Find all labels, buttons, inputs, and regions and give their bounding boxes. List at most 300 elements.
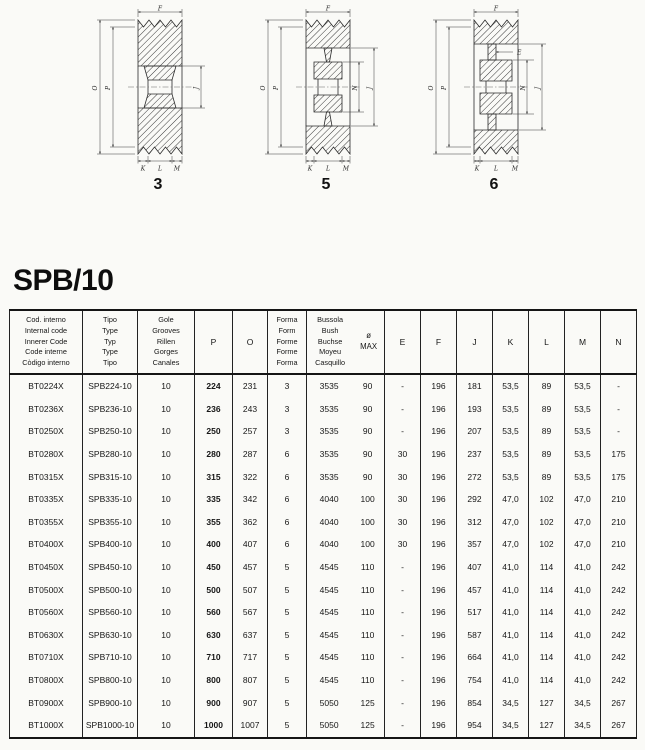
cell-internal-code: BT0250X — [10, 420, 83, 443]
bush-size: 4545 — [319, 584, 339, 595]
header-line: Gorges — [154, 347, 178, 357]
bore-max-value: 110 — [360, 629, 375, 640]
bush-values — [307, 675, 384, 685]
cell-n: 210 — [601, 511, 637, 534]
bore-max-value: 90 — [362, 403, 373, 414]
cell-f: 196 — [421, 398, 457, 421]
bush-size: 3535 — [319, 471, 339, 482]
cell-f: 196 — [421, 578, 457, 601]
pulley-diagrams — [0, 0, 645, 250]
dim-label-f: F — [157, 5, 163, 13]
cell-e: - — [385, 691, 421, 714]
dim-label-l: L — [494, 165, 498, 173]
header-line: Internal code — [24, 325, 68, 335]
table-row — [10, 624, 637, 647]
cell-bush — [307, 398, 385, 421]
cell-n: 242 — [601, 669, 637, 692]
pulley-cross-section-form-6 — [424, 4, 564, 174]
table-row — [10, 669, 637, 692]
bush-size: 3535 — [319, 403, 339, 414]
cell-p: 1000 — [195, 714, 233, 738]
table-row — [10, 443, 637, 466]
cell-grooves: 10 — [138, 624, 195, 647]
dim-label-l: L — [326, 165, 330, 173]
cell-p: 560 — [195, 601, 233, 624]
bush-size: 4545 — [319, 652, 339, 663]
cell-p: 800 — [195, 669, 233, 692]
cell-k: 41,0 — [493, 669, 529, 692]
bush-values — [307, 404, 384, 414]
cell-m: 34,5 — [565, 714, 601, 738]
dim-label-f: F — [325, 5, 331, 13]
cell-n: 210 — [601, 488, 637, 511]
cell-f: 196 — [421, 443, 457, 466]
header-line: Cod. interno — [26, 314, 66, 324]
col-header-type — [83, 310, 138, 374]
cell-bush — [307, 374, 385, 398]
cell-l: 102 — [529, 511, 565, 534]
cell-internal-code: BT0630X — [10, 624, 83, 647]
cell-m: 41,0 — [565, 669, 601, 692]
header-line: Forme — [276, 347, 298, 357]
header-line: Forme — [276, 336, 298, 346]
table-row — [10, 578, 637, 601]
cell-o: 457 — [233, 556, 268, 579]
header-line: Type — [102, 347, 118, 357]
cell-m: 34,5 — [565, 691, 601, 714]
pulley-cross-section-form-3 — [88, 4, 228, 174]
cell-e: - — [385, 398, 421, 421]
cell-bush — [307, 714, 385, 738]
header-line: Casquillo — [315, 358, 346, 368]
cell-p: 450 — [195, 556, 233, 579]
cell-grooves: 10 — [138, 443, 195, 466]
cell-j: 407 — [457, 556, 493, 579]
cell-l: 89 — [529, 374, 565, 398]
cell-m: 53,5 — [565, 398, 601, 421]
dim-label-p: P — [105, 85, 112, 91]
dim-label-n: N — [520, 85, 527, 91]
bush-size: 3535 — [319, 426, 339, 437]
max-label: MAX — [360, 342, 378, 351]
cell-form: 6 — [268, 443, 307, 466]
table-row — [10, 691, 637, 714]
cell-e: 30 — [385, 443, 421, 466]
header-line: Innerer Code — [24, 336, 68, 346]
cell-k: 41,0 — [493, 556, 529, 579]
cell-n: 175 — [601, 465, 637, 488]
cell-internal-code: BT0280X — [10, 443, 83, 466]
cell-n: 242 — [601, 578, 637, 601]
cell-k: 41,0 — [493, 578, 529, 601]
cell-bush — [307, 420, 385, 443]
cell-e: 30 — [385, 511, 421, 534]
cell-l: 127 — [529, 691, 565, 714]
bush-size: 5050 — [319, 720, 339, 731]
cell-f: 196 — [421, 488, 457, 511]
header-line: Bush — [321, 325, 339, 335]
cell-e: - — [385, 556, 421, 579]
dim-label-o: O — [428, 85, 435, 91]
cell-form: 5 — [268, 578, 307, 601]
header-line: Bussola — [317, 314, 344, 324]
cell-j: 754 — [457, 669, 493, 692]
cell-e: - — [385, 624, 421, 647]
bush-values — [307, 562, 384, 572]
cell-n: 267 — [601, 714, 637, 738]
cell-m: 53,5 — [565, 443, 601, 466]
cell-n: 175 — [601, 443, 637, 466]
cell-p: 335 — [195, 488, 233, 511]
bush-values — [307, 494, 384, 504]
bore-max-value: 125 — [360, 697, 375, 708]
cell-internal-code: BT0236X — [10, 398, 83, 421]
cell-type: SPB335-10 — [83, 488, 138, 511]
dim-label-m: M — [342, 165, 350, 173]
bush-values — [307, 381, 384, 391]
cell-form: 3 — [268, 398, 307, 421]
cell-e: - — [385, 669, 421, 692]
dim-label-j: J — [366, 86, 374, 90]
cell-grooves: 10 — [138, 420, 195, 443]
cell-n: 242 — [601, 556, 637, 579]
cell-type: SPB1000-10 — [83, 714, 138, 738]
cell-type: SPB280-10 — [83, 443, 138, 466]
bush-size: 4040 — [319, 539, 339, 550]
header-line: Rillen — [156, 336, 176, 346]
header-line: Code interne — [25, 347, 67, 357]
col-header-p: P — [195, 310, 233, 374]
cell-l: 89 — [529, 465, 565, 488]
cell-f: 196 — [421, 533, 457, 556]
bush-values — [307, 698, 384, 708]
table-row — [10, 646, 637, 669]
cell-m: 53,5 — [565, 465, 601, 488]
cell-o: 507 — [233, 578, 268, 601]
bush-size: 4545 — [319, 675, 339, 686]
cell-o: 231 — [233, 374, 268, 398]
dim-label-o: O — [260, 85, 267, 91]
cell-f: 196 — [421, 691, 457, 714]
col-header-e: E — [385, 310, 421, 374]
bore-max-value: 110 — [360, 562, 375, 573]
cell-n: 242 — [601, 601, 637, 624]
cell-form: 6 — [268, 533, 307, 556]
bush-names — [307, 315, 353, 370]
cell-j: 292 — [457, 488, 493, 511]
cell-grooves: 10 — [138, 511, 195, 534]
cell-type: SPB710-10 — [83, 646, 138, 669]
header-line: Gole — [158, 314, 174, 324]
bush-size: 4545 — [319, 607, 339, 618]
header-line: Form — [278, 325, 296, 335]
cell-o: 637 — [233, 624, 268, 647]
cell-e: - — [385, 374, 421, 398]
cell-p: 315 — [195, 465, 233, 488]
cell-type: SPB800-10 — [83, 669, 138, 692]
cell-k: 34,5 — [493, 691, 529, 714]
page-title: SPB/10 — [13, 264, 114, 297]
table-row — [10, 398, 637, 421]
cell-p: 400 — [195, 533, 233, 556]
cell-m: 41,0 — [565, 556, 601, 579]
cell-type: SPB500-10 — [83, 578, 138, 601]
form-6-label: 6 — [489, 176, 499, 193]
bore-max-value: 110 — [360, 652, 375, 663]
dim-label-m: M — [511, 165, 519, 173]
bush-values — [307, 472, 384, 482]
bore-max-value: 110 — [360, 675, 375, 686]
cell-f: 196 — [421, 511, 457, 534]
cell-type: SPB560-10 — [83, 601, 138, 624]
cell-type: SPB400-10 — [83, 533, 138, 556]
table-row — [10, 465, 637, 488]
cell-k: 41,0 — [493, 624, 529, 647]
cell-e: 30 — [385, 488, 421, 511]
header-line: Forma — [276, 314, 298, 324]
cell-grooves: 10 — [138, 398, 195, 421]
cell-f: 196 — [421, 669, 457, 692]
cell-e: - — [385, 646, 421, 669]
col-header-k: K — [493, 310, 529, 374]
cell-o: 287 — [233, 443, 268, 466]
cell-n: - — [601, 420, 637, 443]
cell-e: 30 — [385, 465, 421, 488]
cell-j: 207 — [457, 420, 493, 443]
cell-bush — [307, 556, 385, 579]
cell-n: 210 — [601, 533, 637, 556]
cell-l: 114 — [529, 624, 565, 647]
dim-label-m: M — [173, 165, 181, 173]
cell-o: 257 — [233, 420, 268, 443]
cell-internal-code: BT0710X — [10, 646, 83, 669]
cell-grooves: 10 — [138, 488, 195, 511]
cell-type: SPB900-10 — [83, 691, 138, 714]
bore-max-value: 100 — [360, 494, 375, 505]
cell-l: 114 — [529, 601, 565, 624]
bush-size: 3535 — [319, 381, 339, 392]
cell-bush — [307, 511, 385, 534]
bush-size: 3535 — [319, 449, 339, 460]
cell-type: SPB355-10 — [83, 511, 138, 534]
bush-values — [307, 539, 384, 549]
col-header-grooves — [138, 310, 195, 374]
col-header-form — [268, 310, 307, 374]
cell-form: 5 — [268, 624, 307, 647]
cell-k: 41,0 — [493, 646, 529, 669]
cell-k: 34,5 — [493, 714, 529, 738]
cell-grooves: 10 — [138, 556, 195, 579]
cell-o: 567 — [233, 601, 268, 624]
cell-type: SPB450-10 — [83, 556, 138, 579]
cell-n: - — [601, 398, 637, 421]
cell-internal-code: BT0450X — [10, 556, 83, 579]
dim-label-e: E — [517, 49, 522, 57]
cell-o: 342 — [233, 488, 268, 511]
bush-values — [307, 652, 384, 662]
col-header-l: L — [529, 310, 565, 374]
cell-n: - — [601, 374, 637, 398]
table-row — [10, 488, 637, 511]
cell-j: 854 — [457, 691, 493, 714]
cell-grooves: 10 — [138, 669, 195, 692]
cell-form: 5 — [268, 714, 307, 738]
table-row — [10, 601, 637, 624]
bore-max-value: 90 — [362, 426, 373, 437]
bore-max-value: 110 — [360, 584, 375, 595]
dim-label-p: P — [441, 85, 448, 91]
cell-o: 322 — [233, 465, 268, 488]
cell-l: 114 — [529, 556, 565, 579]
table-row — [10, 556, 637, 579]
bush-size: 4545 — [319, 562, 339, 573]
cell-grooves: 10 — [138, 714, 195, 738]
spec-table-head — [10, 310, 637, 374]
cell-l: 102 — [529, 488, 565, 511]
cell-grooves: 10 — [138, 601, 195, 624]
col-header-o: O — [233, 310, 268, 374]
dim-label-o: O — [92, 85, 99, 91]
cell-form: 5 — [268, 669, 307, 692]
bore-max-value: 90 — [362, 449, 373, 460]
table-row — [10, 420, 637, 443]
cell-o: 807 — [233, 669, 268, 692]
dim-label-l: L — [158, 165, 162, 173]
cell-e: - — [385, 578, 421, 601]
cell-form: 6 — [268, 465, 307, 488]
cell-l: 127 — [529, 714, 565, 738]
cell-internal-code: BT0500X — [10, 578, 83, 601]
cell-p: 900 — [195, 691, 233, 714]
cell-k: 53,5 — [493, 420, 529, 443]
cell-l: 114 — [529, 669, 565, 692]
cell-m: 41,0 — [565, 624, 601, 647]
form-5-label: 5 — [321, 176, 331, 193]
cell-grooves: 10 — [138, 578, 195, 601]
cell-form: 5 — [268, 691, 307, 714]
header-line: Grooves — [152, 325, 180, 335]
cell-j: 357 — [457, 533, 493, 556]
cell-form: 5 — [268, 601, 307, 624]
header-line: Buchse — [317, 336, 343, 346]
cell-n: 242 — [601, 646, 637, 669]
header-line: Forma — [276, 358, 298, 368]
cell-e: - — [385, 601, 421, 624]
cell-j: 237 — [457, 443, 493, 466]
cell-o: 362 — [233, 511, 268, 534]
table-row — [10, 374, 637, 398]
cell-o: 1007 — [233, 714, 268, 738]
header-line: Tipo — [103, 314, 117, 324]
cell-internal-code: BT1000X — [10, 714, 83, 738]
dim-label-p: P — [273, 85, 280, 91]
dim-label-j: J — [534, 86, 542, 90]
cell-p: 250 — [195, 420, 233, 443]
cell-p: 280 — [195, 443, 233, 466]
cell-bush — [307, 624, 385, 647]
cell-m: 47,0 — [565, 488, 601, 511]
dim-label-k: K — [474, 165, 480, 173]
cell-k: 53,5 — [493, 398, 529, 421]
header-line: Typ — [104, 336, 116, 346]
cell-j: 664 — [457, 646, 493, 669]
cell-k: 53,5 — [493, 465, 529, 488]
table-row — [10, 511, 637, 534]
cell-form: 5 — [268, 556, 307, 579]
cell-m: 41,0 — [565, 601, 601, 624]
cell-k: 47,0 — [493, 488, 529, 511]
spec-table-body — [10, 374, 637, 738]
bush-values — [307, 585, 384, 595]
bush-size: 4545 — [319, 629, 339, 640]
cell-type: SPB224-10 — [83, 374, 138, 398]
cell-form: 6 — [268, 511, 307, 534]
bush-size: 4040 — [319, 494, 339, 505]
cell-f: 196 — [421, 465, 457, 488]
cell-p: 224 — [195, 374, 233, 398]
cell-n: 242 — [601, 624, 637, 647]
cell-internal-code: BT0224X — [10, 374, 83, 398]
cell-l: 89 — [529, 398, 565, 421]
bore-max-value: 90 — [362, 381, 373, 392]
cell-o: 243 — [233, 398, 268, 421]
cell-o: 717 — [233, 646, 268, 669]
cell-p: 355 — [195, 511, 233, 534]
bush-size: 4040 — [319, 516, 339, 527]
cell-internal-code: BT0355X — [10, 511, 83, 534]
cell-j: 954 — [457, 714, 493, 738]
cell-type: SPB315-10 — [83, 465, 138, 488]
bush-values — [307, 517, 384, 527]
header-line: Còdigo interno — [22, 358, 70, 368]
cell-internal-code: BT0800X — [10, 669, 83, 692]
cell-bush — [307, 578, 385, 601]
cell-internal-code: BT0335X — [10, 488, 83, 511]
cell-f: 196 — [421, 646, 457, 669]
cell-bush — [307, 465, 385, 488]
cell-m: 53,5 — [565, 420, 601, 443]
cell-bush — [307, 443, 385, 466]
bore-max-header — [353, 331, 384, 352]
bore-max-value: 90 — [362, 471, 373, 482]
cell-form: 5 — [268, 646, 307, 669]
cell-form: 3 — [268, 374, 307, 398]
cell-k: 41,0 — [493, 601, 529, 624]
cell-m: 47,0 — [565, 533, 601, 556]
bush-size: 5050 — [319, 697, 339, 708]
bore-max-value: 125 — [360, 720, 375, 731]
cell-type: SPB250-10 — [83, 420, 138, 443]
bush-values — [307, 630, 384, 640]
cell-m: 41,0 — [565, 578, 601, 601]
cell-bush — [307, 646, 385, 669]
cell-k: 47,0 — [493, 511, 529, 534]
header-line: Canales — [152, 358, 180, 368]
cell-internal-code: BT0900X — [10, 691, 83, 714]
table-row — [10, 533, 637, 556]
pulley-form-3-diagram — [88, 4, 228, 194]
bush-values — [307, 720, 384, 730]
pulley-form-5-diagram — [256, 4, 396, 194]
cell-j: 312 — [457, 511, 493, 534]
cell-j: 517 — [457, 601, 493, 624]
diameter-symbol: ø — [366, 331, 371, 341]
pulley-form-6-diagram — [424, 4, 564, 194]
cell-bush — [307, 488, 385, 511]
cell-o: 907 — [233, 691, 268, 714]
cell-k: 47,0 — [493, 533, 529, 556]
col-header-m: M — [565, 310, 601, 374]
